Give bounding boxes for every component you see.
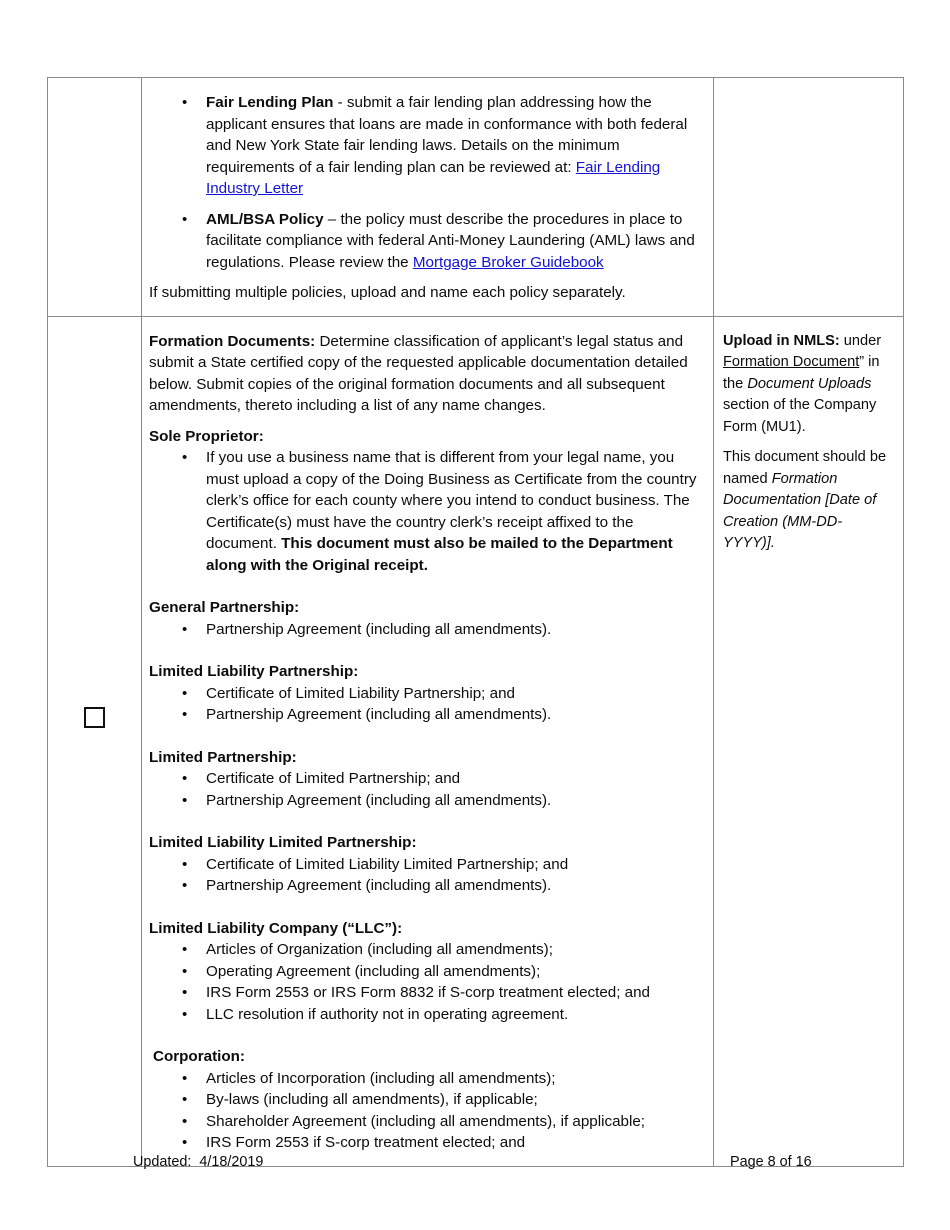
list-item-text: LLC resolution if authority not in operating agreement. — [206, 1005, 569, 1023]
list-item-text: Certificate of Limited Liability Partnership; and — [206, 684, 515, 702]
list-item-text: Certificate of Limited Partnership; and — [206, 770, 461, 787]
section-spacer — [149, 726, 699, 747]
formation-document-underlined-text: Formation Document — [723, 354, 860, 370]
table-row — [48, 78, 904, 317]
footer-updated-date: Updated: 4/18/2019 — [133, 1154, 264, 1170]
list-item-text: Articles of Incorporation (including all amendments); — [206, 1069, 556, 1087]
list-item-text: Partnership Agreement (including all amendments). — [206, 877, 552, 894]
section-list-general-partnership — [149, 619, 699, 641]
list-item — [149, 961, 699, 983]
page-footer — [0, 1154, 950, 1178]
section-list-limited-liability-partnership — [149, 683, 699, 726]
upload-cell-policies — [714, 78, 904, 317]
list-item-text: Partnership Agreement (including all amendments). — [206, 706, 552, 723]
list-item-text: If you use a business name that is different from your legal name, you must upload a copy of the Doing Business as Certificate from the country clerk’s office for each county where you intend to conduct business. The Certificate(s) must have the country clerk’s receipt affixed to the document. — [206, 449, 697, 552]
list-item — [149, 790, 699, 812]
bullet-lead-label: AML/BSA Policy — [206, 210, 324, 228]
requirements-table — [47, 77, 904, 1167]
mortgage-broker-guidebook-link[interactable]: Mortgage Broker Guidebook — [412, 253, 604, 271]
list-item — [149, 1089, 699, 1111]
list-item — [149, 854, 699, 876]
list-item-aml-bsa-policy — [149, 209, 699, 274]
list-item-text: By-laws (including all amendments), if applicable; — [206, 1091, 538, 1108]
list-item — [149, 447, 699, 576]
upload-after-italic-text: section of the Company Form (MU1). — [723, 397, 877, 435]
section-heading-limited-liability-limited-partnership: Limited Liability Limited Partnership: — [149, 834, 417, 851]
list-item — [149, 1132, 699, 1154]
section-list-limited-partnership — [149, 768, 699, 811]
formation-documents-intro-body: Determine classification of applicant’s legal status and submit a State certified copy of the requested applicable documentation detailed below. Submit copies of the original formation documents and all subsequent amendments, thereto including a list of any name changes. — [149, 332, 688, 414]
policies-closing-note: If submitting multiple policies, upload and name each policy separately. — [149, 284, 626, 301]
list-item-text: Certificate of Limited Liability Limited Partnership; and — [206, 855, 569, 873]
section-spacer — [149, 811, 699, 832]
document-uploads-italic-text: Document Uploads — [747, 375, 872, 392]
formation-documents-checkbox[interactable] — [84, 707, 105, 728]
list-item-text: Articles of Organization (including all amendments); — [206, 941, 553, 958]
bullet-body-text: – the policy must describe the procedures in place to facilitate compliance with federal Anti-Money Laundering (AML) laws and regulations. Please review the — [206, 210, 695, 271]
list-item-fair-lending-plan — [149, 92, 699, 200]
list-item — [149, 1068, 699, 1090]
upload-after-underline-text: ” in the — [723, 354, 880, 392]
requirement-cell-formation — [142, 316, 714, 1166]
upload-cell-formation — [714, 316, 904, 1166]
section-spacer — [149, 640, 699, 661]
list-item — [149, 704, 699, 726]
section-list-corporation — [149, 1068, 699, 1154]
upload-in-nmls-label: Upload in NMLS: — [723, 332, 840, 349]
section-spacer — [149, 897, 699, 918]
section-spacer — [149, 1025, 699, 1046]
bullet-body-text: - submit a fair lending plan addressing how the applicant ensures that loans are made in conformance with both federal and New York State fair lending laws. Details on the minimum requirements of a fair lending plan can be reviewed at: — [206, 94, 688, 176]
section-heading-general-partnership: General Partnership: — [149, 599, 300, 616]
upload-instruction-paragraph-2 — [723, 447, 893, 555]
section-heading-corporation: Corporation: — [153, 1048, 245, 1065]
list-item — [149, 1004, 699, 1026]
list-item-text: IRS Form 2553 or IRS Form 8832 if S-corp treatment elected; and — [206, 984, 651, 1001]
naming-convention-italic-text: Formation Documentation [Date of Creation (MM-DD-YYYY)]. — [723, 470, 877, 551]
checkbox-cell-formation[interactable] — [48, 316, 142, 1166]
section-list-sole-proprietor — [149, 447, 699, 576]
list-item — [149, 768, 699, 790]
upload-after-lead-text: under — [839, 332, 882, 349]
list-item — [149, 982, 699, 1004]
list-item-text: IRS Form 2553 if S-corp treatment elected; and — [206, 1134, 526, 1151]
section-heading-limited-liability-partnership: Limited Liability Partnership: — [149, 663, 359, 680]
formation-documents-intro — [149, 331, 699, 417]
list-item — [149, 875, 699, 897]
section-heading-sole-proprietor: Sole Proprietor: — [149, 427, 264, 445]
checkbox-cell-policies[interactable] — [48, 78, 142, 317]
requirement-cell-policies — [142, 78, 714, 317]
footer-page-number: Page 8 of 16 — [730, 1154, 812, 1170]
bullet-lead-label: Fair Lending Plan — [206, 94, 334, 111]
list-item-text: Operating Agreement (including all amendments); — [206, 962, 541, 980]
section-spacer — [149, 576, 699, 597]
list-item — [149, 1111, 699, 1133]
section-list-limited-liability-limited-partnership — [149, 854, 699, 897]
section-heading-limited-partnership: Limited Partnership: — [149, 748, 297, 766]
list-item-text: Partnership Agreement (including all amendments). — [206, 620, 552, 638]
upload-instruction-paragraph-1 — [723, 331, 893, 439]
section-list-limited-liability-company — [149, 939, 699, 1025]
formation-documents-label: Formation Documents: — [149, 332, 316, 350]
naming-instruction-text: This document should be named — [723, 449, 887, 487]
list-item-text: Partnership Agreement (including all amendments). — [206, 791, 552, 809]
list-item-bold-tail: This document must also be mailed to the Department along with the Original receipt. — [206, 535, 673, 574]
list-item — [149, 939, 699, 961]
policy-bullet-list — [149, 92, 699, 273]
list-item-text: Shareholder Agreement (including all amendments), if applicable; — [206, 1112, 645, 1130]
list-item — [149, 619, 699, 641]
table-row — [48, 316, 904, 1166]
list-item — [149, 683, 699, 705]
fair-lending-industry-letter-link[interactable]: Fair Lending Industry Letter — [206, 158, 661, 197]
section-heading-limited-liability-company: Limited Liability Company (“LLC”): — [149, 919, 403, 937]
